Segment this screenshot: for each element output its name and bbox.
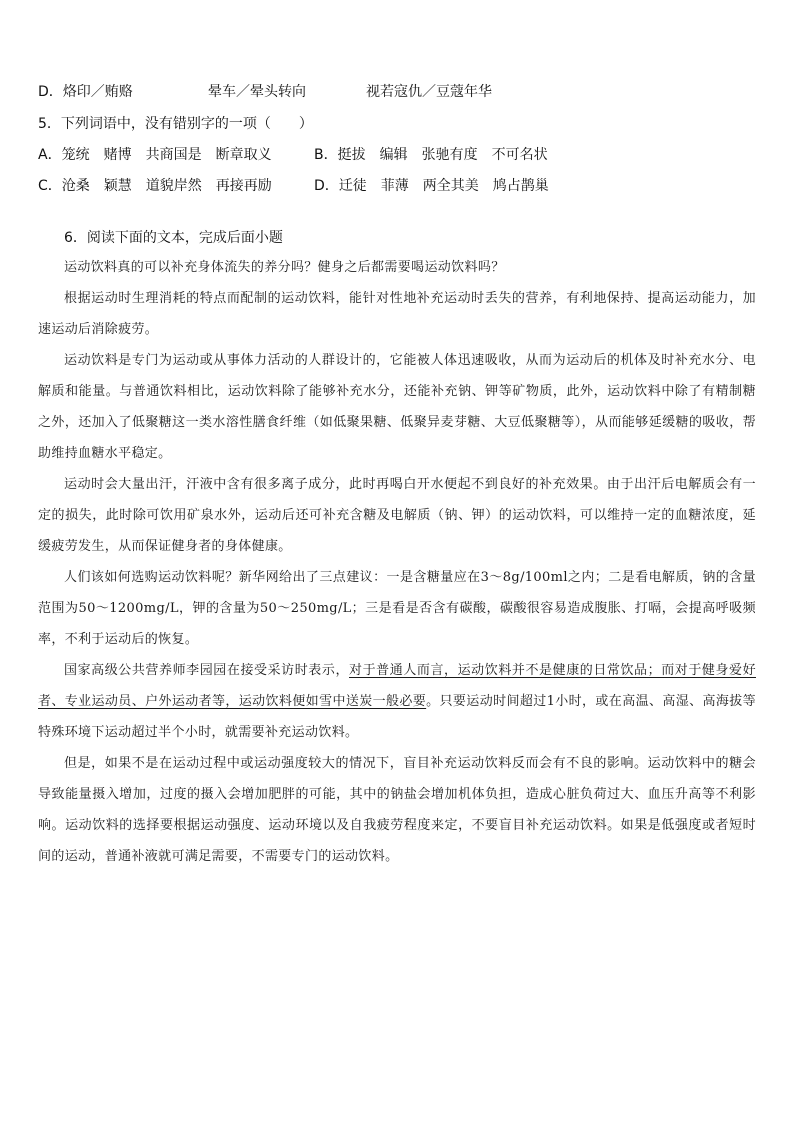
q4-option-d-word-1: D．烙印／贿赂 xyxy=(38,84,133,100)
q5-option-d: D．迁徒 菲薄 两全其美 鸠占鹊巢 xyxy=(314,178,549,194)
q5-options-row-1 xyxy=(38,145,548,165)
q5-option-b: B．挺拔 编辑 张驰有度 不可名状 xyxy=(314,147,548,163)
q4-option-d xyxy=(38,82,492,102)
q4-option-d-word-2: 晕车／晕头转向 xyxy=(208,84,306,100)
passage-paragraph-2: 根据运动时生理消耗的特点而配制的运动饮料，能针对性地补充运动时丢失的营养，有利地保持、提高运动能力，加速运动后消除疲劳。 xyxy=(38,291,756,337)
q4-option-d-word-3: 视若寇仇／豆蔻年华 xyxy=(366,84,492,100)
passage-paragraph-4: 运动时会大量出汗，汗液中含有很多离子成分，此时再喝白开水便起不到良好的补充效果。由于出汗后电解质会有一定的损失，此时除可饮用矿泉水外，运动后还可补充含糖及电解质（钠、钾）的运动饮料，可以维持一定的血糖浓度，延缓疲劳发生，从而保证健身者的身体健康。 xyxy=(38,477,756,554)
passage-paragraph-1: 运动饮料真的可以补充身体流失的养分吗？健身之后都需要喝运动饮料吗？ xyxy=(64,260,505,275)
passage-paragraph-7: 但是，如果不是在运动过程中或运动强度较大的情况下，盲目补充运动饮料反而会有不良的影响。运动饮料中的糖会导致能量摄入增加，过度的摄入会增加肥胖的可能，其中的钠盐会增加机体负担，造成心脏负荷过大、血压升高等不利影响。运动饮料的选择要根据运动强度、运动环境以及自我疲劳程度来定，不要盲目补充运动饮料。如果是低强度或者短时间的运动，普通补液就可满足需要，不需要专门的运动饮料。 xyxy=(38,756,756,864)
q6-stem: 6．阅读下面的文本，完成后面小题 xyxy=(64,230,283,246)
underlined-sentence: 对于普通人而言，运动饮料并不是健康的日常饮品；而对于健身爱好者、专业运动员、户外运动者等，运动饮料便如雪中送炭一般必要 xyxy=(38,663,756,709)
passage-paragraph-6 xyxy=(38,655,756,748)
passage-paragraph-3: 运动饮料是专门为运动或从事体力活动的人群设计的，它能被人体迅速吸收，从而为运动后的机体及时补充水分、电解质和能量。与普通饮料相比，运动饮料除了能够补充水分，还能补充钠、钾等矿物质，此外，运动饮料中除了有精制糖之外，还加入了低聚糖这一类水溶性膳食纤维（如低聚果糖、低聚异麦芽糖、大豆低聚糖等），从而能够延缓糖的吸收，帮助维持血糖水平稳定。 xyxy=(38,353,756,461)
q5-option-c: C．沧桑 颖慧 道貌岸然 再接再励 xyxy=(38,178,272,194)
q5-option-a: A．笼统 赌博 共商国是 断章取义 xyxy=(38,147,272,163)
q5-options-row-2 xyxy=(38,176,549,196)
reading-passage xyxy=(38,252,756,872)
paragraph-6-tail: 。只要运动时间超过1小时，或在高温、高湿、高海拔等特殊环境下运动超过半个小时，就需要补充运动饮料。 xyxy=(38,694,756,740)
q5-stem: 5．下列词语中，没有错别字的一项（ ） xyxy=(38,116,313,132)
passage-paragraph-5: 人们该如何选购运动饮料呢？新华网给出了三点建议：一是含糖量应在3～8g/100ml之内；二是看电解质，钠的含量范围为50～1200mg/L，钾的含量为50～250mg/L；三是看是否含有碳酸，碳酸很容易造成腹胀、打嗝，会提高呼吸频率，不利于运动后的恢复。 xyxy=(38,570,756,647)
paragraph-6-lead: 国家高级公共营养师李园园在接受采访时表示， xyxy=(64,663,350,678)
